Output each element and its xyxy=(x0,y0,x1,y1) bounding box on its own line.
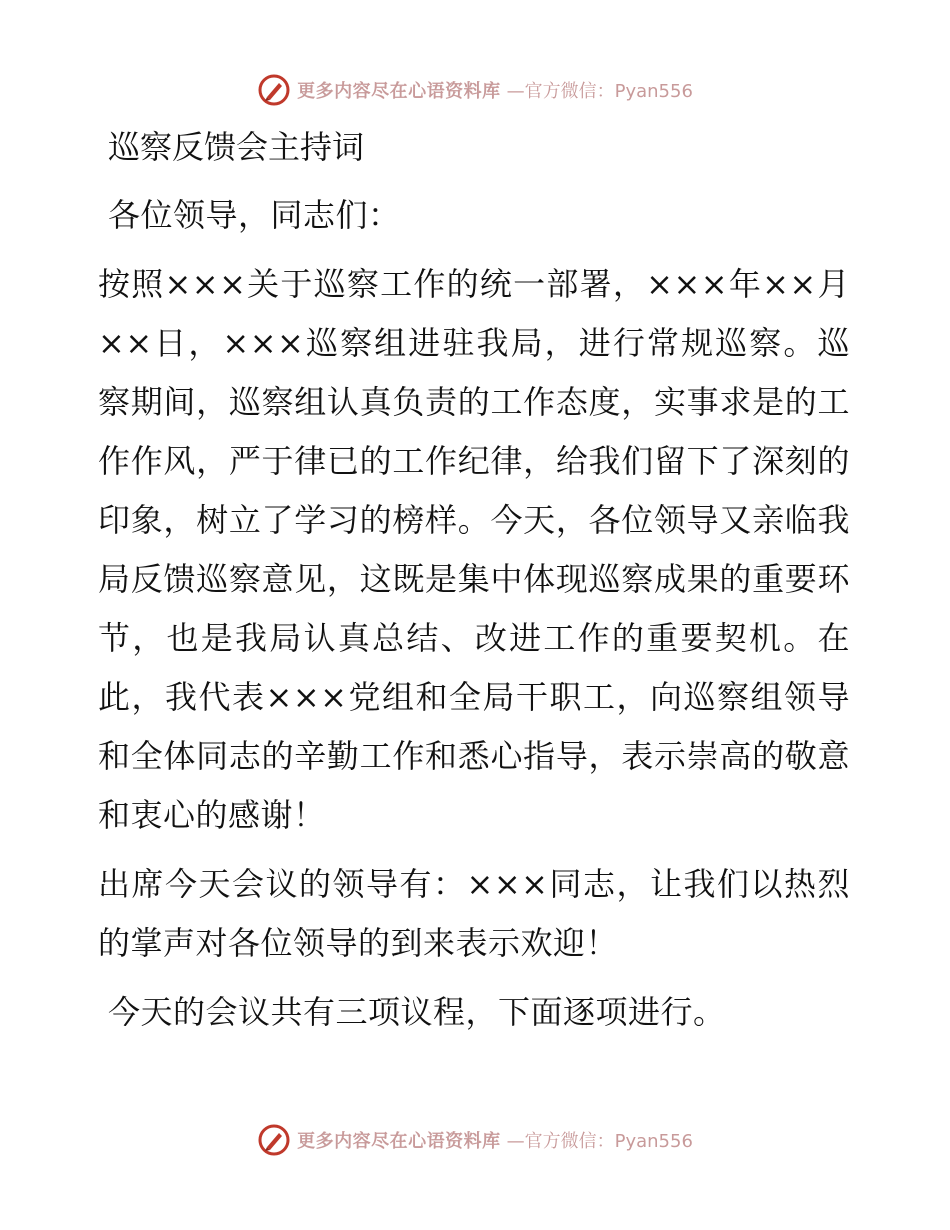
paragraph-3: 今天的会议共有三项议程，下面逐项进行。 xyxy=(108,993,726,1031)
pen-logo-icon xyxy=(257,1123,291,1157)
greeting: 各位领导，同志们： xyxy=(108,196,401,234)
paragraph-1: 按照×××关于巡察工作的统一部署，×××年××月××日，×××巡察组进驻我局，进行常规巡察。巡察期间，巡察组认真负责的工作态度，实事求是的工作作风，严于律已的工作纪律，给我们留下了深刻的印象，树立了学习的榜样。今天，各位领导又亲临我局反馈巡察意见，这既是集中体现巡察成果的重要环节，也是我局认真总结、改进工作的重要契机。在此，我代表×××党组和全局干职工，向巡察组领导和全体同志的辛勤工作和悉心指导，表示崇高的敬意和衷心的感谢！ xyxy=(98,265,850,834)
banner-wechat-text: —官方微信：Pyan556 xyxy=(506,1131,693,1152)
header-watermark-banner xyxy=(0,72,950,108)
banner-brand-text: 更多内容尽在心语资料库 xyxy=(297,1131,501,1152)
document-title: 巡察反馈会主持词 xyxy=(108,128,365,166)
banner-wechat-text: —官方微信：Pyan556 xyxy=(506,81,693,102)
footer-watermark-banner xyxy=(0,1122,950,1158)
banner-brand-text: 更多内容尽在心语资料库 xyxy=(297,81,501,102)
document-body xyxy=(98,120,850,1052)
pen-logo-icon xyxy=(257,73,291,107)
paragraph-2: 出席今天会议的领导有：×××同志，让我们以热烈的掌声对各位领导的到来表示欢迎！ xyxy=(98,865,850,962)
